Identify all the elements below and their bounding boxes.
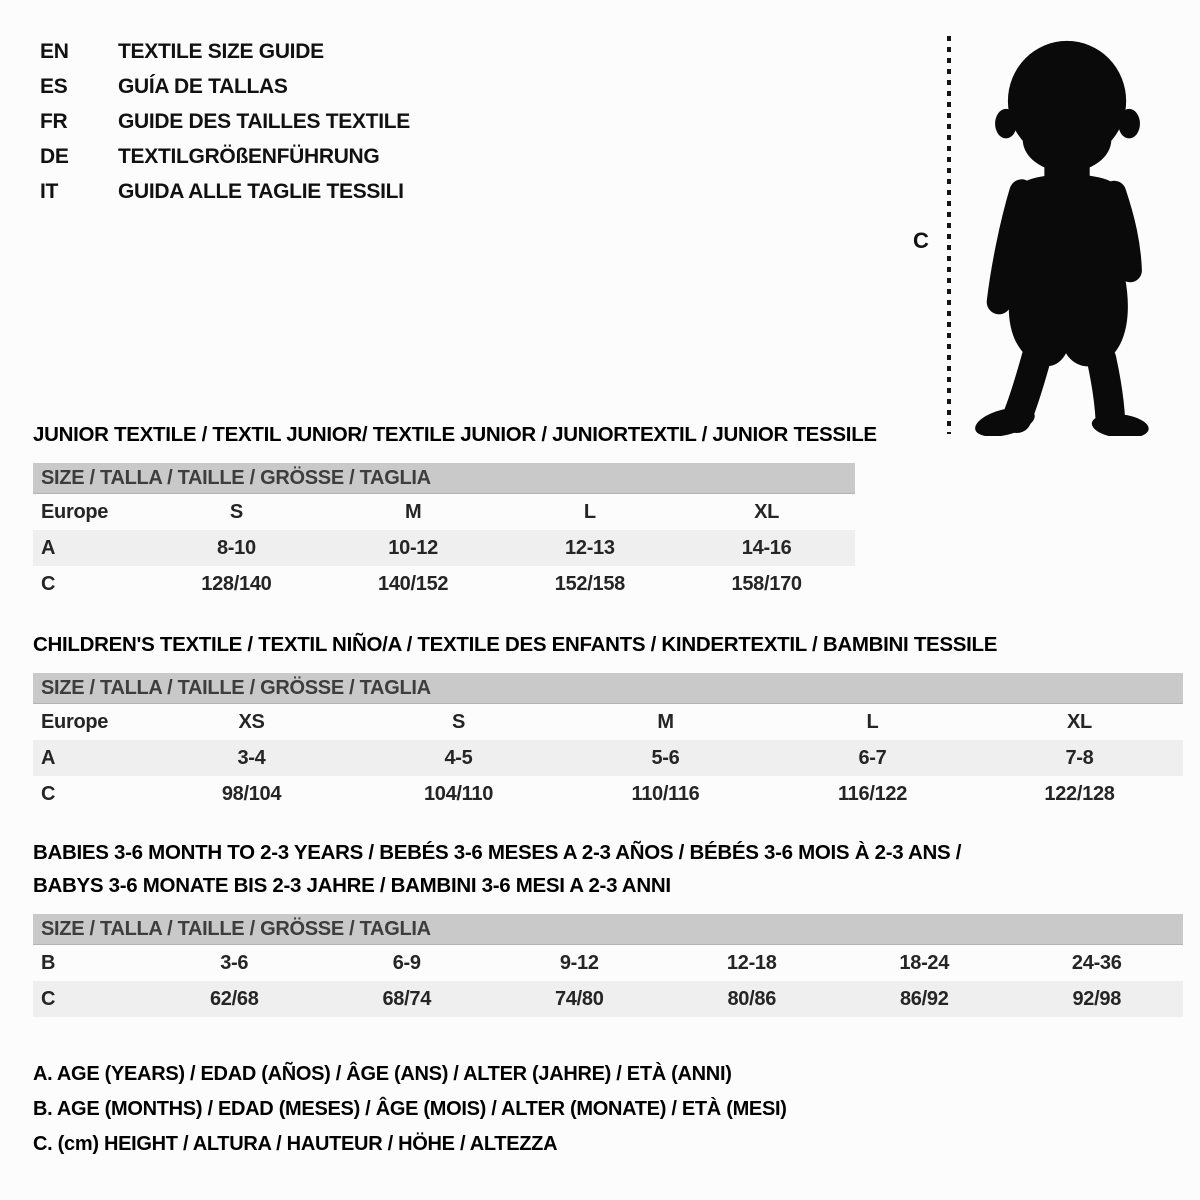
table-cell: 6-9 (392, 951, 421, 974)
table-cell: 6-7 (858, 746, 887, 769)
table-row-a (33, 530, 855, 566)
table-cell: 4-5 (444, 746, 473, 769)
table-cell: S (229, 500, 243, 523)
language-code: FR (40, 110, 68, 133)
language-label: TEXTILGRÖßENFÜHRUNG (118, 145, 380, 168)
language-code: DE (40, 145, 69, 168)
table-row-c (33, 981, 1183, 1017)
text-line: BABIES 3-6 MONTH TO 2-3 YEARS / BEBÉS 3-6 MESES A 2-3 AÑOS / BÉBÉS 3-6 MOIS À 2-3 ANS / (33, 841, 962, 864)
table-cell: 92/98 (1072, 987, 1122, 1010)
language-row (40, 174, 410, 209)
text-line: B. AGE (MONTHS) / EDAD (MESES) / ÂGE (MOIS) / ALTER (MONATE) / ETÀ (MESI) (33, 1098, 787, 1120)
children-size-table (33, 673, 1183, 812)
language-code: IT (40, 180, 59, 203)
table-cell: 7-8 (1065, 746, 1094, 769)
table-cell: M (657, 710, 674, 733)
language-code: EN (40, 40, 69, 63)
row-label: B (41, 951, 56, 974)
table-cell: 80/86 (727, 987, 777, 1010)
language-label: GUIDE DES TAILLES TEXTILE (118, 110, 410, 133)
size-header-bar: SIZE / TALLA / TAILLE / GRÖSSE / TAGLIA (33, 914, 1183, 945)
height-measure-label: C (913, 228, 929, 253)
size-header-bar: SIZE / TALLA / TAILLE / GRÖSSE / TAGLIA (33, 673, 1183, 704)
table-cell: XL (754, 500, 780, 523)
text-line: C. (cm) HEIGHT / ALTURA / HAUTEUR / HÖHE / ALTEZZA (33, 1133, 558, 1155)
children-textile-section (33, 628, 1200, 812)
table-cell: 24-36 (1071, 951, 1122, 974)
table-cell: 104/110 (423, 782, 494, 805)
row-label: A (41, 536, 56, 559)
table-cell: 128/140 (201, 572, 272, 595)
babies-textile-section (33, 836, 1200, 1017)
language-row (40, 69, 410, 104)
table-row-b (33, 945, 1183, 981)
table-cell: 10-12 (388, 536, 438, 559)
table-cell: 158/170 (731, 572, 802, 595)
table-row-c (33, 776, 1183, 812)
text-line: CHILDREN'S TEXTILE / TEXTIL NIÑO/A / TEXTILE DES ENFANTS / KINDERTEXTIL / BAMBINI TESSILE (33, 633, 998, 656)
row-label: A (41, 746, 56, 769)
table-cell: L (583, 500, 596, 523)
table-cell: 74/80 (554, 987, 604, 1010)
table-cell: 8-10 (216, 536, 256, 559)
table-cell: 12-18 (726, 951, 777, 974)
toddler-silhouette (955, 32, 1183, 436)
language-list (40, 30, 410, 408)
table-cell: 122/128 (1044, 782, 1115, 805)
table-row-europe (33, 494, 855, 530)
size-header-bar: SIZE / TALLA / TAILLE / GRÖSSE / TAGLIA (33, 463, 855, 494)
text-line: BABYS 3-6 MONATE BIS 2-3 JAHRE / BAMBINI 3-6 MESI A 2-3 ANNI (33, 874, 671, 897)
table-cell: 98/104 (221, 782, 282, 805)
table-cell: L (866, 710, 879, 733)
height-figure (893, 30, 1185, 438)
table-cell: 116/122 (837, 782, 908, 805)
table-row-a (33, 740, 1183, 776)
table-row-europe (33, 704, 1183, 740)
junior-textile-section (33, 418, 1200, 602)
table-cell: 68/74 (382, 987, 432, 1010)
language-code: ES (40, 75, 68, 98)
table-cell: 140/152 (378, 572, 449, 595)
measurement-legend (33, 1057, 1200, 1162)
row-label: C (41, 572, 56, 595)
table-cell: 110/116 (631, 782, 700, 805)
row-label: Europe (41, 710, 109, 733)
babies-section-title (33, 836, 1200, 902)
children-section-title (33, 628, 1200, 661)
table-cell: XS (238, 710, 265, 733)
table-cell: 62/68 (209, 987, 259, 1010)
table-cell: XL (1067, 710, 1092, 733)
table-cell: 9-12 (559, 951, 599, 974)
text-line: A. AGE (YEARS) / EDAD (AÑOS) / ÂGE (ANS) / ALTER (JAHRE) / ETÀ (ANNI) (33, 1063, 732, 1085)
row-label: C (41, 987, 56, 1010)
table-cell: 5-6 (651, 746, 680, 769)
junior-size-table (33, 463, 855, 602)
table-cell: 3-6 (220, 951, 249, 974)
language-row (40, 139, 410, 174)
table-row-c (33, 566, 855, 602)
top-block (0, 0, 1200, 408)
table-cell: 12-13 (565, 536, 615, 559)
table-cell: 152/158 (554, 572, 625, 595)
text-line: JUNIOR TEXTILE / TEXTIL JUNIOR/ TEXTILE JUNIOR / JUNIORTEXTIL / JUNIOR TESSILE (33, 423, 877, 446)
table-cell: M (404, 500, 422, 523)
language-row (40, 34, 410, 69)
language-label: TEXTILE SIZE GUIDE (118, 40, 324, 63)
table-cell: S (451, 710, 466, 733)
language-row (40, 104, 410, 139)
row-label: Europe (41, 500, 109, 523)
babies-size-table (33, 914, 1183, 1017)
language-label: GUIDA ALLE TAGLIE TESSILI (118, 180, 404, 203)
table-cell: 18-24 (899, 951, 950, 974)
language-label: GUÍA DE TALLAS (118, 75, 288, 98)
row-label: C (41, 782, 56, 805)
height-dashed-line (947, 36, 951, 434)
table-cell: 86/92 (899, 987, 949, 1010)
table-cell: 14-16 (741, 536, 792, 559)
table-cell: 3-4 (237, 746, 266, 769)
